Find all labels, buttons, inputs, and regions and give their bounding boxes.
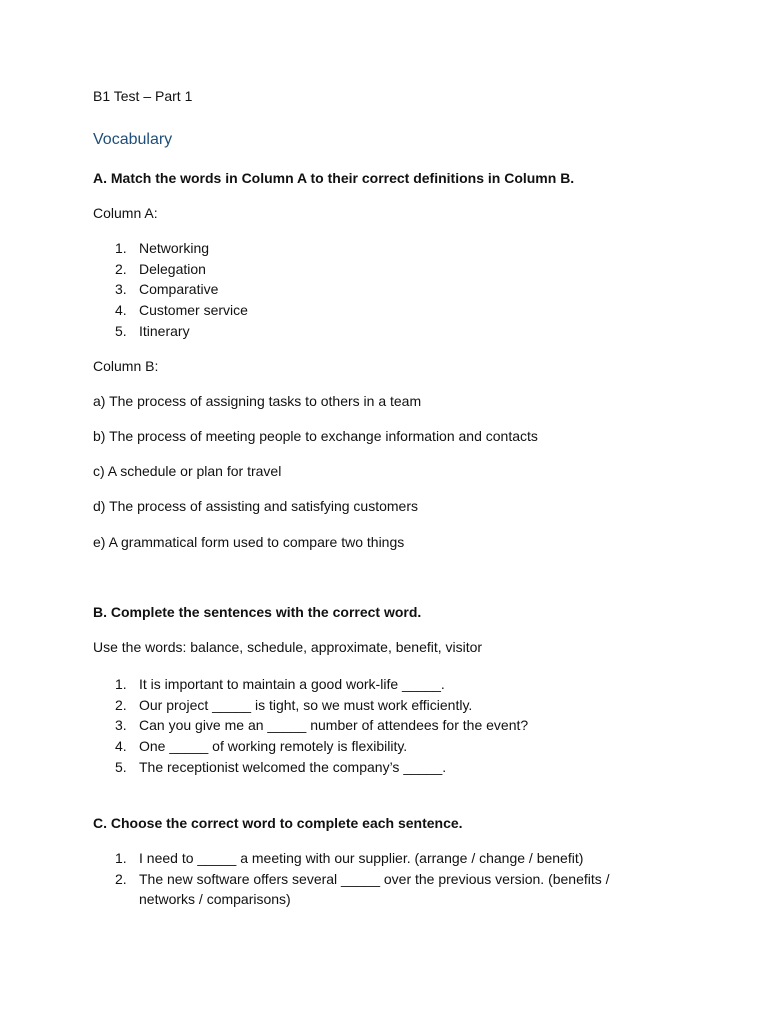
column-b-label: Column B: bbox=[93, 358, 159, 374]
list-item bbox=[93, 736, 653, 757]
part-b-list bbox=[93, 674, 653, 778]
list-item-text: Delegation bbox=[139, 260, 206, 277]
list-number: 4. bbox=[115, 302, 127, 319]
definition-d: d) The process of assisting and satisfying customers bbox=[93, 498, 419, 514]
list-number: 5. bbox=[115, 322, 127, 339]
column-a-list bbox=[93, 238, 653, 342]
list-item-text: Comparative bbox=[139, 281, 219, 298]
list-number: 4. bbox=[115, 738, 127, 755]
list-item bbox=[93, 259, 653, 280]
part-c-instruction: C. Choose the correct word to complete each sentence. bbox=[93, 815, 463, 831]
list-item bbox=[93, 238, 653, 259]
list-item-text: I need to _____ a meeting with our supplier. (arrange / change / benefit) bbox=[139, 850, 584, 866]
list-number: 1. bbox=[115, 676, 127, 692]
list-item bbox=[93, 279, 653, 300]
word-bank: Use the words: balance, schedule, approximate, benefit, visitor bbox=[93, 639, 483, 655]
list-item-text: The receptionist welcomed the company’s _____. bbox=[139, 758, 447, 775]
list-number: 2. bbox=[115, 696, 127, 713]
list-item bbox=[93, 869, 638, 910]
list-number: 3. bbox=[115, 717, 127, 734]
list-item-text: Customer service bbox=[139, 302, 248, 319]
part-b-instruction: B. Complete the sentences with the correct word. bbox=[93, 604, 422, 620]
list-item-text: Itinerary bbox=[139, 322, 190, 339]
list-number: 2. bbox=[115, 260, 127, 277]
part-a-instruction: A. Match the words in Column A to their correct definitions in Column B. bbox=[93, 170, 575, 186]
list-item-text: Networking bbox=[139, 240, 210, 256]
column-a-label: Column A: bbox=[93, 205, 158, 221]
list-number: 1. bbox=[115, 240, 127, 256]
list-item bbox=[93, 300, 653, 321]
list-item-text: The new software offers several _____ over the previous version. (benefits / networks / comparisons) bbox=[139, 870, 610, 908]
list-number: 5. bbox=[115, 758, 127, 775]
definition-e: e) A grammatical form used to compare two things bbox=[93, 534, 405, 550]
list-item bbox=[93, 674, 653, 695]
list-item bbox=[93, 715, 653, 736]
list-item bbox=[93, 321, 653, 342]
list-number: 3. bbox=[115, 281, 127, 298]
list-item bbox=[93, 695, 653, 716]
list-number: 1. bbox=[115, 850, 127, 866]
list-item-text: Our project _____ is tight, so we must work efficiently. bbox=[139, 696, 473, 713]
section-heading-vocabulary: Vocabulary bbox=[93, 131, 173, 148]
definition-a: a) The process of assigning tasks to others in a team bbox=[93, 393, 422, 409]
list-item-text: It is important to maintain a good work-life _____. bbox=[139, 676, 445, 692]
list-item-text: One _____ of working remotely is flexibility. bbox=[139, 738, 408, 755]
list-item bbox=[93, 848, 638, 869]
list-item-text: Can you give me an _____ number of attendees for the event? bbox=[139, 717, 529, 734]
list-number: 2. bbox=[115, 870, 127, 887]
document-title: B1 Test – Part 1 bbox=[93, 88, 193, 104]
definition-c: c) A schedule or plan for travel bbox=[93, 463, 282, 479]
definition-b: b) The process of meeting people to exchange information and contacts bbox=[93, 428, 538, 444]
part-c-list bbox=[93, 848, 638, 910]
list-item bbox=[93, 757, 653, 778]
